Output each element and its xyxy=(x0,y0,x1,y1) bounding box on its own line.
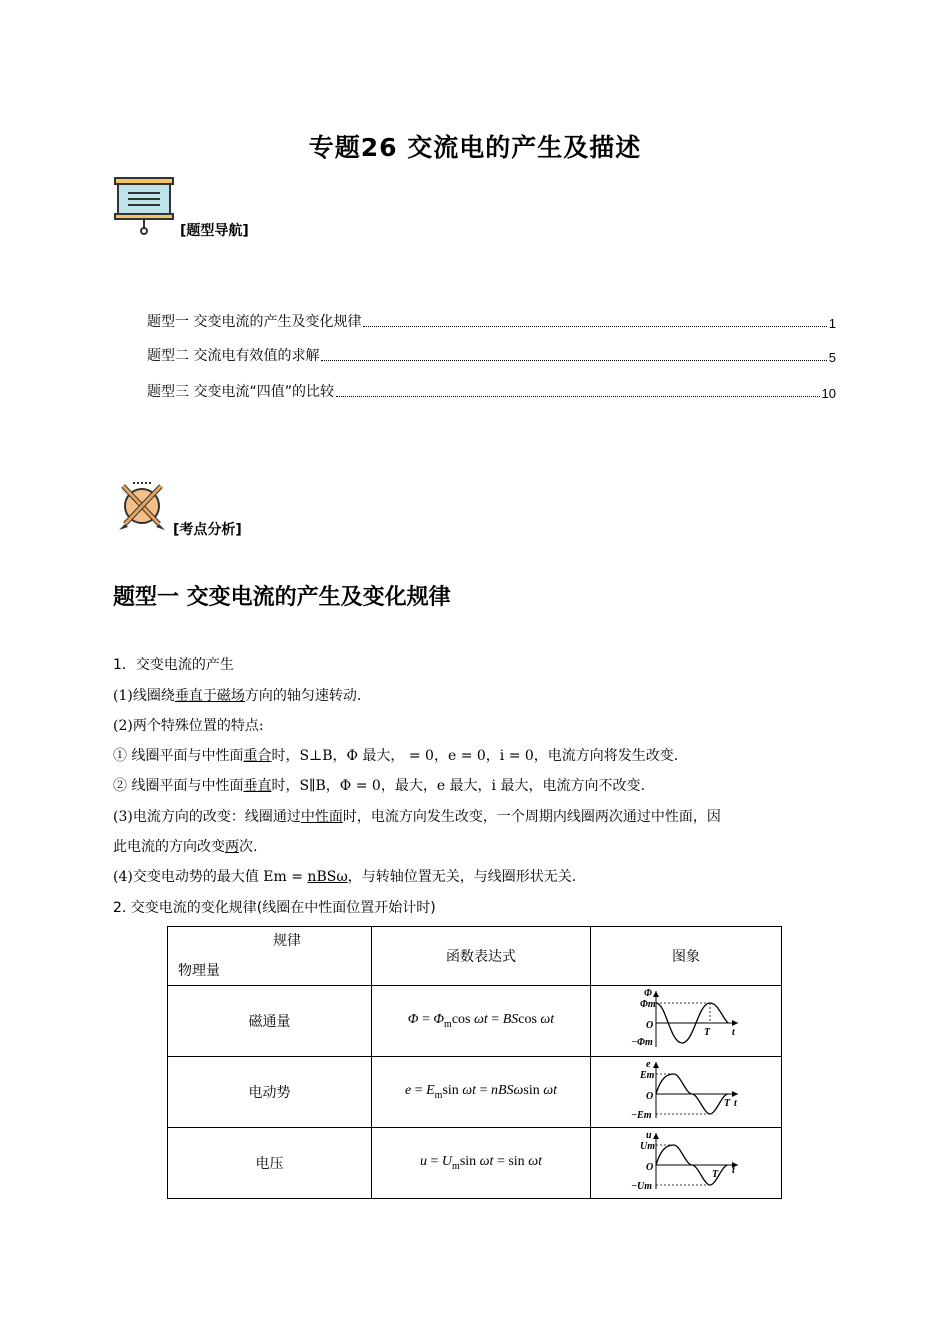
formula-cell: $u = U_m\sin$ ωt = sin ωt xyxy=(372,1128,591,1199)
table-cell: 磁通量 xyxy=(168,986,372,1057)
graph-cell xyxy=(591,1057,782,1128)
text: (4)交变电动势的最大值 Em = xyxy=(113,869,308,885)
t-axis-label: t xyxy=(732,1027,735,1038)
analysis-label: [考点分析] xyxy=(173,522,242,538)
min-label: −Φm xyxy=(631,1037,653,1048)
table-row xyxy=(168,1057,782,1128)
header-top: 规律 xyxy=(273,933,301,949)
rule-table xyxy=(167,926,782,1199)
origin-label: O xyxy=(646,1091,654,1102)
origin-label: O xyxy=(646,1020,654,1031)
toc-item[interactable] xyxy=(147,381,836,401)
toc-item-text: 题型三 交变电流“四值”的比较 xyxy=(147,384,334,400)
paragraph: 2. 交变电流的变化规律(线圈在中性面位置开始计时) xyxy=(113,900,436,916)
graph-cell xyxy=(591,1128,782,1199)
toc-item-page: 1 xyxy=(828,316,836,331)
text: 次. xyxy=(239,839,258,855)
toc-leader xyxy=(336,396,820,397)
toc-item-page: 10 xyxy=(821,386,836,401)
toc-item[interactable] xyxy=(147,345,836,365)
toc-item-text: 题型二 交流电有效值的求解 xyxy=(147,348,320,364)
table-header: 图象 xyxy=(591,927,782,986)
axis-label: u xyxy=(646,1130,652,1141)
sine-graph xyxy=(626,1129,746,1193)
toc-item-page: 5 xyxy=(828,350,836,365)
formula-cell: $\Phi = \Phi_m\cos$ ωt = BScos ωt xyxy=(372,986,591,1057)
crossed-pencils-icon xyxy=(115,480,169,536)
text: ① 线圈平面与中性面 xyxy=(113,748,244,764)
origin-label: O xyxy=(646,1162,654,1173)
underlined-text: 垂直于磁场 xyxy=(174,688,245,704)
presentation-board-icon xyxy=(113,176,175,240)
sine-graph xyxy=(626,1058,746,1122)
text: ，与转轴位置无关，与线圈形状无关. xyxy=(347,869,577,885)
cosine-graph xyxy=(626,987,746,1051)
paragraph xyxy=(113,806,721,826)
graph-cell xyxy=(591,986,782,1057)
axis-label: e xyxy=(646,1059,651,1070)
table-row xyxy=(168,1128,782,1199)
paragraph xyxy=(113,745,678,765)
max-label: Em xyxy=(640,1070,655,1081)
toc-leader xyxy=(321,360,826,361)
text: 时，S⊥B，Φ 最大， = 0，e = 0，i = 0，电流方向将发生改变. xyxy=(271,748,679,764)
toc-item[interactable] xyxy=(147,311,836,331)
table-cell: 电压 xyxy=(168,1128,372,1199)
paragraph xyxy=(113,775,645,795)
underlined-text: 垂直 xyxy=(243,778,272,794)
underlined-text: 两 xyxy=(225,839,239,855)
header-bottom: 物理量 xyxy=(178,963,220,979)
text: 方向的轴匀速转动. xyxy=(244,688,362,704)
table-row xyxy=(168,986,782,1057)
text: 此电流的方向改变 xyxy=(113,839,225,855)
toc-item-text: 题型一 交变电流的产生及变化规律 xyxy=(147,314,362,330)
text: 时，S∥B，Φ = 0，最大，e 最大，i 最大，电流方向不改变. xyxy=(271,778,645,794)
max-label: Φm xyxy=(640,999,656,1010)
underlined-text: nBSω xyxy=(307,869,348,885)
text: (1)线圈绕 xyxy=(113,688,175,704)
formula-cell: $e = E_m\sin$ ωt = nBSωsin ωt xyxy=(372,1057,591,1128)
page-title: 专题26 交流电的产生及描述 xyxy=(308,133,642,162)
section-heading: 题型一 交变电流的产生及变化规律 xyxy=(113,585,451,610)
axis-label: Φ xyxy=(644,988,652,999)
nav-label: [题型导航] xyxy=(180,223,249,239)
toc-leader xyxy=(363,326,826,327)
text: 时，电流方向发生改变，一个周期内线圈两次通过中性面，因 xyxy=(342,809,721,825)
paragraph: (2)两个特殊位置的特点: xyxy=(113,718,264,734)
paragraph xyxy=(113,866,576,886)
underlined-text: 中性面 xyxy=(300,809,343,825)
paragraph xyxy=(113,685,361,705)
text: ② 线圈平面与中性面 xyxy=(113,778,244,794)
text: (3)电流方向的改变：线圈通过 xyxy=(113,809,301,825)
paragraph xyxy=(113,836,257,856)
t-axis-label: t xyxy=(732,1165,735,1176)
max-label: Um xyxy=(640,1141,655,1152)
table-header: 函数表达式 xyxy=(372,927,591,986)
min-label: −Um xyxy=(631,1181,653,1192)
paragraph: 1．交变电流的产生 xyxy=(113,657,234,673)
min-label: −Em xyxy=(631,1110,652,1121)
t-axis-label: t xyxy=(734,1098,737,1109)
table-cell: 电动势 xyxy=(168,1057,372,1128)
underlined-text: 重合 xyxy=(243,748,272,764)
period-label: T xyxy=(712,1169,719,1180)
period-label: T xyxy=(704,1027,711,1038)
table-header-diag xyxy=(168,927,372,986)
period-label: T xyxy=(724,1098,731,1109)
